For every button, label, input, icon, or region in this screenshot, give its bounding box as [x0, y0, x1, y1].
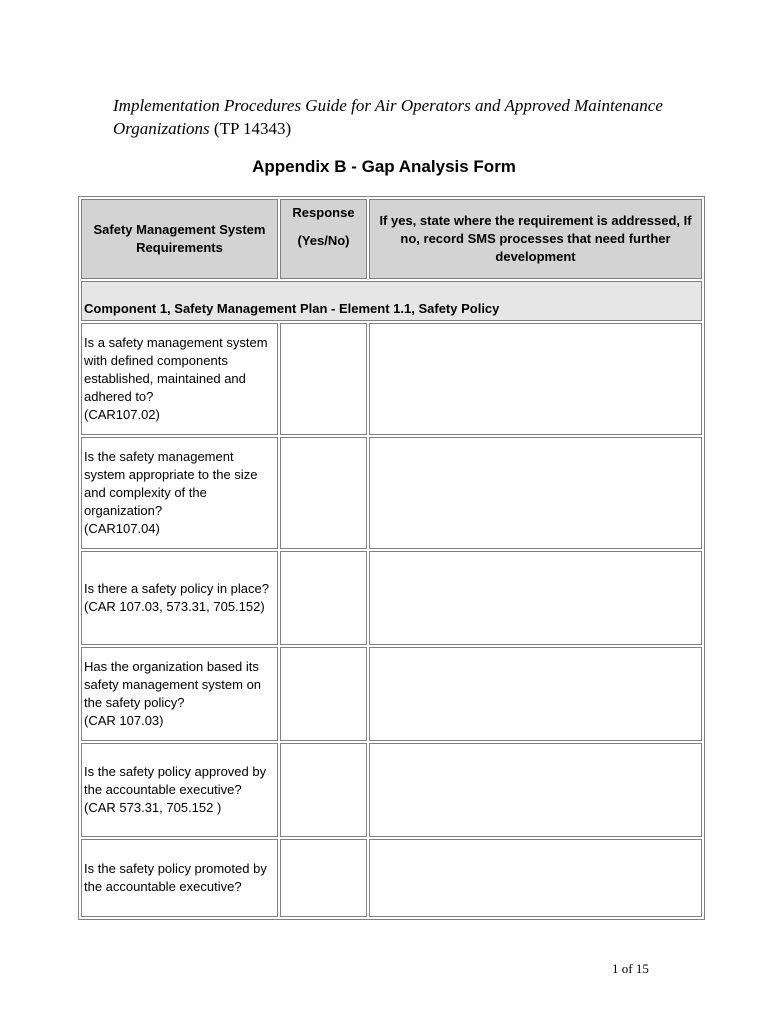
- document-code: (TP 14343): [213, 119, 292, 138]
- response-cell[interactable]: [280, 551, 367, 645]
- header-response-options: (Yes/No): [297, 233, 350, 248]
- table-row: [81, 437, 702, 549]
- requirement-question: Has the organization based its safety management system on the safety policy? (CAR 107.03): [81, 647, 278, 741]
- table-row: [81, 551, 702, 645]
- location-cell[interactable]: [369, 647, 702, 741]
- response-cell[interactable]: [280, 437, 367, 549]
- section-row: [81, 281, 702, 321]
- gap-analysis-table: [78, 196, 705, 920]
- requirement-question: Is there a safety policy in place? (CAR 107.03, 573.31, 705.152): [81, 551, 278, 645]
- header-row: [81, 199, 702, 279]
- requirement-question: Is a safety management system with defined components established, maintained and adhered to? (CAR107.02): [81, 323, 278, 435]
- document-title: [113, 94, 713, 140]
- requirement-question: Is the safety policy promoted by the accountable executive?: [81, 839, 278, 917]
- table-row: [81, 839, 702, 917]
- page-number: 1 of 15: [612, 961, 649, 976]
- table-row: [81, 647, 702, 741]
- table-row: [81, 743, 702, 837]
- appendix-heading: Appendix B - Gap Analysis Form: [252, 157, 516, 176]
- header-location: If yes, state where the requirement is addressed, If no, record SMS processes that need further development: [369, 199, 702, 279]
- document-title-text: Implementation Procedures Guide for Air Operators and Approved Maintenance Organizations: [113, 96, 663, 138]
- response-cell[interactable]: [280, 647, 367, 741]
- section-label: Component 1, Safety Management Plan - Element 1.1, Safety Policy: [81, 281, 702, 321]
- requirement-question: Is the safety management system appropriate to the size and complexity of the organization? (CAR107.04): [81, 437, 278, 549]
- response-cell[interactable]: [280, 839, 367, 917]
- location-cell[interactable]: [369, 437, 702, 549]
- header-requirements: Safety Management System Requirements: [81, 199, 278, 279]
- response-cell[interactable]: [280, 323, 367, 435]
- header-response: [280, 199, 367, 279]
- table-row: [81, 323, 702, 435]
- response-cell[interactable]: [280, 743, 367, 837]
- location-cell[interactable]: [369, 323, 702, 435]
- location-cell[interactable]: [369, 551, 702, 645]
- location-cell[interactable]: [369, 743, 702, 837]
- location-cell[interactable]: [369, 839, 702, 917]
- header-response-label: Response: [292, 205, 355, 220]
- requirement-question: Is the safety policy approved by the accountable executive? (CAR 573.31, 705.152 ): [81, 743, 278, 837]
